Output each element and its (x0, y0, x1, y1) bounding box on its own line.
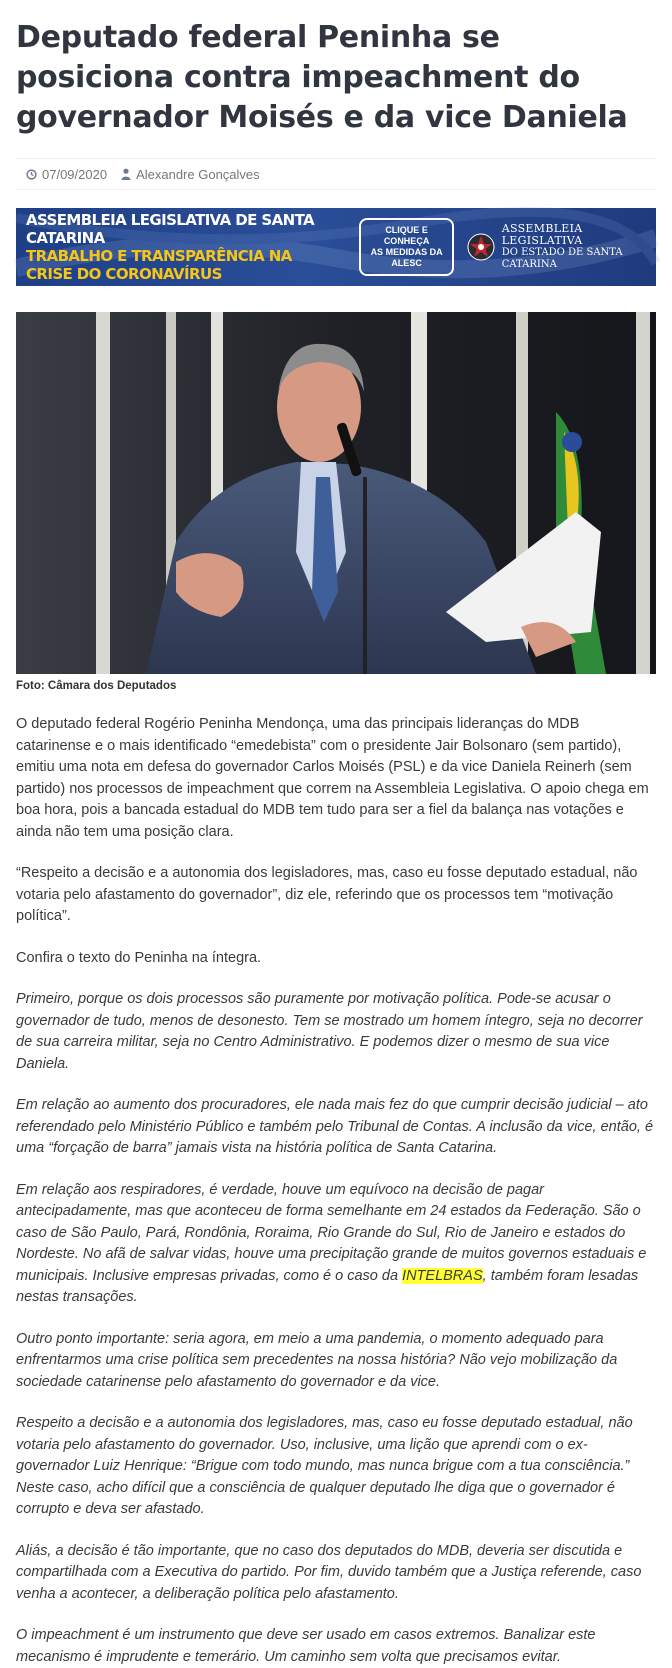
banner-text (16, 211, 335, 283)
photo-caption: Foto: Câmara dos Deputados (16, 680, 177, 692)
article-meta (16, 158, 656, 190)
article-title: Deputado federal Peninha se posiciona contra impeachment do governador Moisés e da vice Daniela (16, 20, 628, 135)
clock-icon (26, 169, 37, 180)
banner-cta-line2: AS MEDIDAS DA ALESC (370, 247, 443, 268)
quote-paragraph-4: Outro ponto importante: seria agora, em meio a uma pandemia, o momento adequado para enfrentarmos uma crise política sem precedentes na nossa história? Não vejo mobilização da sociedade catarinense pelo afastamento do governador e da vice. (16, 1330, 618, 1390)
alesc-logo-text (502, 223, 656, 271)
paragraph-2: “Respeito a decisão e a autonomia dos legisladores, mas, caso eu fosse deputado estadual, não votaria pelo afastamento do governador”, diz ele, referindo que os processos tem “motivação política”. (16, 865, 638, 924)
photo-illustration (16, 312, 656, 674)
page (0, 18, 672, 1665)
paragraph-1: O deputado federal Rogério Peninha Mendonça, uma das principais lideranças do MDB catarinense e o mais identificado “emedebista” com o presidente Jair Bolsonaro (sem partido), emitiu uma nota em defesa do governador Carlos Moisés (PSL) e da vice Daniela Reinerh (sem partido) nos processos de impeachment que correm na Assembleia Legislativa. O apoio chega em boa hora, pois a bancada estadual do MDB tem tudo para ser a fiel da balança nas votações e ainda não tem uma posição clara. (16, 716, 649, 840)
quote-paragraph-6: Aliás, a decisão é tão importante, que no caso dos deputados do MDB, deveria ser discutida e compartilhada com a Executiva do partido. Por fim, duvido também que a Justiça referende, caso venha a acontecer, a deliberação política pelo afastamento. (16, 1542, 642, 1602)
article-date[interactable]: 07/09/2020 (42, 166, 108, 182)
author-item[interactable] (121, 167, 260, 182)
logo-line1: ASSEMBLEIA LEGISLATIVA (501, 222, 583, 247)
alesc-logo (466, 223, 656, 271)
quote-paragraph-7: O impeachment é um instrumento que deve ser usado em casos extremos. Banalizar este mecanismo é imprudente e temerário. Um caminho sem volta que precisamos evitar. (16, 1627, 596, 1665)
alesc-banner-ad[interactable] (16, 208, 656, 286)
alesc-logo-icon (466, 232, 496, 262)
article-photo (16, 312, 656, 674)
quote-paragraph-3-end: , também foram lesadas nestas transações. (16, 1267, 639, 1305)
banner-cta-line1: CLIQUE E CONHEÇA (383, 225, 430, 246)
banner-line2: TRABALHO E TRANSPARÊNCIA NA CRISE DO CORONAVÍRUS (26, 247, 292, 283)
logo-line2: DO ESTADO DE SANTA CATARINA (501, 247, 623, 270)
date-item[interactable] (26, 167, 107, 182)
article-author[interactable]: Alexandre Gonçalves (136, 166, 260, 182)
banner-cta-button[interactable] (359, 218, 453, 276)
banner-line1: ASSEMBLEIA LEGISLATIVA DE SANTA CATARINA (26, 211, 315, 247)
quote-paragraph-3 (16, 1180, 656, 1309)
quote-paragraph-5: Respeito a decisão e a autonomia dos legisladores, mas, caso eu fosse deputado estadual, não votaria pelo afastamento do governador. Uso, inclusive, uma lição que aprendi com o ex-governador Luiz Henrique: “Brigue com todo mundo, mas nunca brigue com a tua consciência.” Neste caso, acho difícil que a consciência de qualquer deputado lhe diga que o governador é corrupto e deva ser afastado. (16, 1415, 633, 1517)
quote-paragraph-2: Em relação ao aumento dos procuradores, ele nada mais fez do que cumprir decisão judicial – ato referendado pelo Ministério Público e também pelo Tribunal de Contas. A inclusão da vice, então, é uma “forçação de barra” jamais vista na história política de Santa Catarina. (16, 1097, 654, 1156)
quote-paragraph-3-start: Em relação aos respiradores, é verdade, houve um equívoco na decisão de pagar antecipadamente, mas que aconteceu de forma semelhante em 24 estados da Federação. São o caso de São Paulo, Pará, Rondônia, Roraima, Rio Grande do Sul, Rio de Janeiro e estados do Nordeste. No afã de salvar vidas, houve uma precipitação grande de muitos governos estaduais e municipais. Inclusive empresas privadas, como é o caso da (16, 1181, 647, 1284)
article-body (16, 714, 656, 1668)
intelbras-highlight[interactable]: INTELBRAS (402, 1267, 483, 1284)
quote-paragraph-1: Primeiro, porque os dois processos são puramente por motivação política. Pode-se acusar o governador de tudo, menos de desonesto. Tem se mostrado um homem íntegro, seja no decorrer de sua carreira militar, seja no Centro Administrativo. E podemos dizer o mesmo de sua vice Daniela. (16, 991, 643, 1072)
paragraph-3: Confira o texto do Peninha na íntegra. (16, 949, 262, 966)
user-icon (121, 168, 131, 180)
